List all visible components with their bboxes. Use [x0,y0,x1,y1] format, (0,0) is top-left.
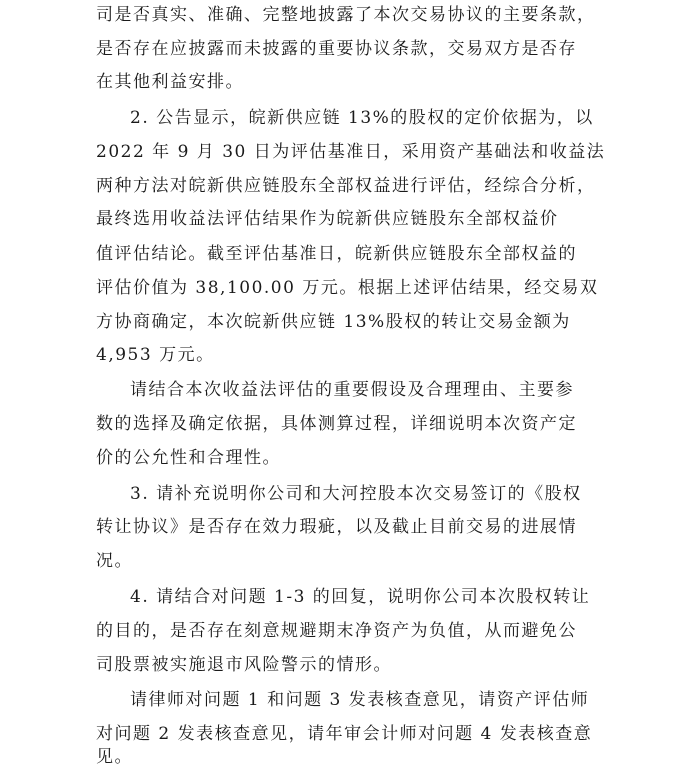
text-line: 对问题 2 发表核查意见，请年审会计师对问题 4 发表核查意 [96,724,593,744]
text-line: 4,953 万元。 [96,345,215,365]
text-line: 两种方法对皖新供应链股东全部权益进行评估，经综合分析， [96,176,596,196]
text-line: 司是否真实、准确、完整地披露了本次交易协议的主要条款， [96,5,596,25]
text-line: 转让协议》是否存在效力瑕疵，以及截止目前交易的进展情 [96,517,577,537]
text-line: 值评估结论。截至评估基准日，皖新供应链股东全部权益的 [96,244,577,264]
text-line: 最终选用收益法评估结果作为皖新供应链股东全部权益价 [96,209,559,229]
text-line: 价的公允性和合理性。 [96,448,281,468]
text-line: 2022 年 9 月 30 日为评估基准日，采用资产基础法和收益法 [96,142,606,162]
text-line: 是否存在应披露而未披露的重要协议条款，交易双方是否存 [96,39,577,59]
text-line: 见。 [96,747,133,767]
text-line: 请律师对问题 1 和问题 3 发表核查意见，请资产评估师 [130,690,590,710]
text-line: 况。 [96,551,133,571]
text-line: 请结合本次收益法评估的重要假设及合理理由、主要参 [130,380,574,400]
text-line: 司股票被实施退市风险警示的情形。 [96,655,392,675]
text-line: 的目的，是否存在刻意规避期末净资产为负值，从而避免公 [96,621,577,641]
text-line: 在其他利益安排。 [96,72,244,92]
text-line: 4. 请结合对问题 1-3 的回复，说明你公司本次股权转让 [130,587,591,607]
text-line: 3. 请补充说明你公司和大河控股本次交易签订的《股权 [130,484,582,504]
text-line: 评估价值为 38,100.00 万元。根据上述评估结果，经交易双 [96,278,599,298]
text-line: 数的选择及确定依据，具体测算过程，详细说明本次资产定 [96,414,577,434]
text-line: 方协商确定，本次皖新供应链 13%股权的转让交易金额为 [96,312,571,332]
text-line: 2. 公告显示，皖新供应链 13%的股权的定价依据为，以 [130,108,594,128]
